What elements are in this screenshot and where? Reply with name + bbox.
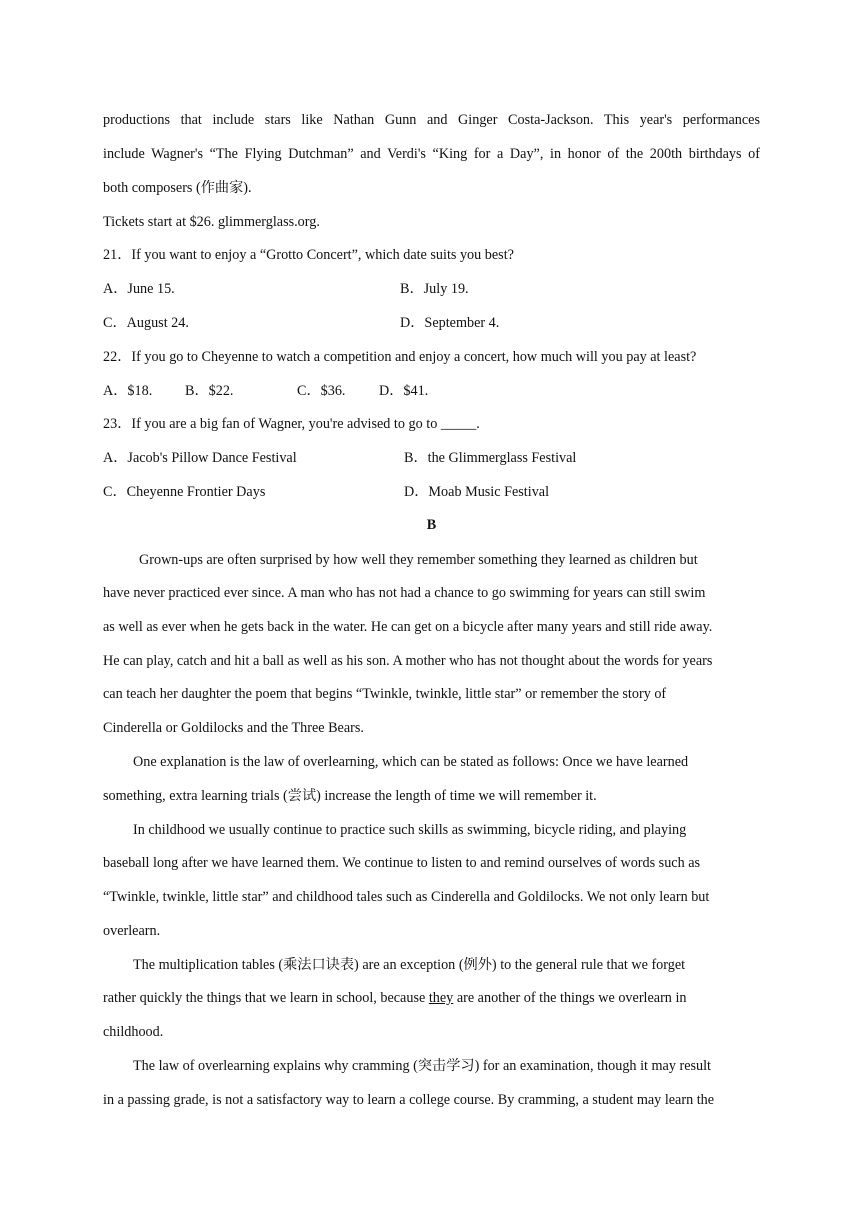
question-23-option-d: D．Moab Music Festival <box>404 484 550 500</box>
question-21-option-d: D．September 4. <box>400 315 500 331</box>
question-21-option-b: B．July 19. <box>400 281 469 297</box>
paragraph-line: in a passing grade, is not a satisfactory way to learn a college course. By cramming, a student may learn the <box>103 1092 715 1108</box>
paragraph-line: something, extra learning trials (尝试) increase the length of time we will remember it. <box>103 788 597 804</box>
paragraph-line: Cinderella or Goldilocks and the Three Bears. <box>103 720 364 736</box>
paragraph-line: “Twinkle, twinkle, little star” and childhood tales such as Cinderella and Goldilocks. We not only learn but <box>103 889 710 905</box>
question-22-option-c: C．$36. <box>297 383 346 399</box>
question-22-option-d: D．$41. <box>379 383 429 399</box>
paragraph-line <box>103 988 686 1008</box>
passage-a-line: productions that include stars like Nathan Gunn and Ginger Costa-Jackson. This year's performances <box>103 112 760 128</box>
passage-a-line: both composers (作曲家). <box>103 180 252 196</box>
question-22-stem: 22．If you go to Cheyenne to watch a competition and enjoy a concert, how much will you pay at least? <box>103 349 697 365</box>
question-22-option-b: B．$22. <box>185 383 234 399</box>
paragraph-line: can teach her daughter the poem that begins “Twinkle, twinkle, little star” or remember the story of <box>103 686 667 702</box>
paragraph-line: The multiplication tables (乘法口诀表) are an exception (例外) to the general rule that we forget <box>133 957 686 973</box>
question-22-option-a: A．$18. <box>103 383 153 399</box>
paragraph-line: He can play, catch and hit a ball as well as his son. A mother who has not thought about the words for years <box>103 653 713 669</box>
paragraph-line: In childhood we usually continue to practice such skills as swimming, bicycle riding, and playing <box>133 822 687 838</box>
underlined-word: they <box>428 990 454 1006</box>
paragraph-line: The law of overlearning explains why cramming (突击学习) for an examination, though it may result <box>133 1058 711 1074</box>
paragraph-line: baseball long after we have learned them. We continue to listen to and remind ourselves of words such as <box>103 855 701 871</box>
section-b-heading: B <box>426 517 437 533</box>
paragraph-line: overlearn. <box>103 923 161 939</box>
paragraph-line: One explanation is the law of overlearning, which can be stated as follows: Once we have learned <box>133 754 689 770</box>
paragraph-line: Grown-ups are often surprised by how well they remember something they learned as children but <box>139 552 698 568</box>
question-21-option-c: C．August 24. <box>103 315 189 331</box>
question-23-option-a: A．Jacob's Pillow Dance Festival <box>103 450 297 466</box>
question-21-stem: 21．If you want to enjoy a “Grotto Concert”, which date suits you best? <box>103 247 514 263</box>
passage-a-line: include Wagner's “The Flying Dutchman” and Verdi's “King for a Day”, in honor of the 200th birthdays of <box>103 146 760 162</box>
paragraph-line: have never practiced ever since. A man who has not had a chance to go swimming for years can still swim <box>103 585 706 601</box>
paragraph-line: as well as ever when he gets back in the water. He can get on a bicycle after many years and still ride away. <box>103 619 713 635</box>
text-segment: are another of the things we overlearn in <box>453 990 687 1006</box>
text-segment: rather quickly the things that we learn in school, because <box>103 990 429 1006</box>
question-23-option-b: B．the Glimmerglass Festival <box>404 450 577 466</box>
passage-a-line: Tickets start at $26. glimmerglass.org. <box>103 214 320 230</box>
question-21-option-a: A．June 15. <box>103 281 175 297</box>
question-23-option-c: C．Cheyenne Frontier Days <box>103 484 266 500</box>
paragraph-line: childhood. <box>103 1024 164 1040</box>
question-23-stem: 23．If you are a big fan of Wagner, you're advised to go to _____. <box>103 416 480 432</box>
